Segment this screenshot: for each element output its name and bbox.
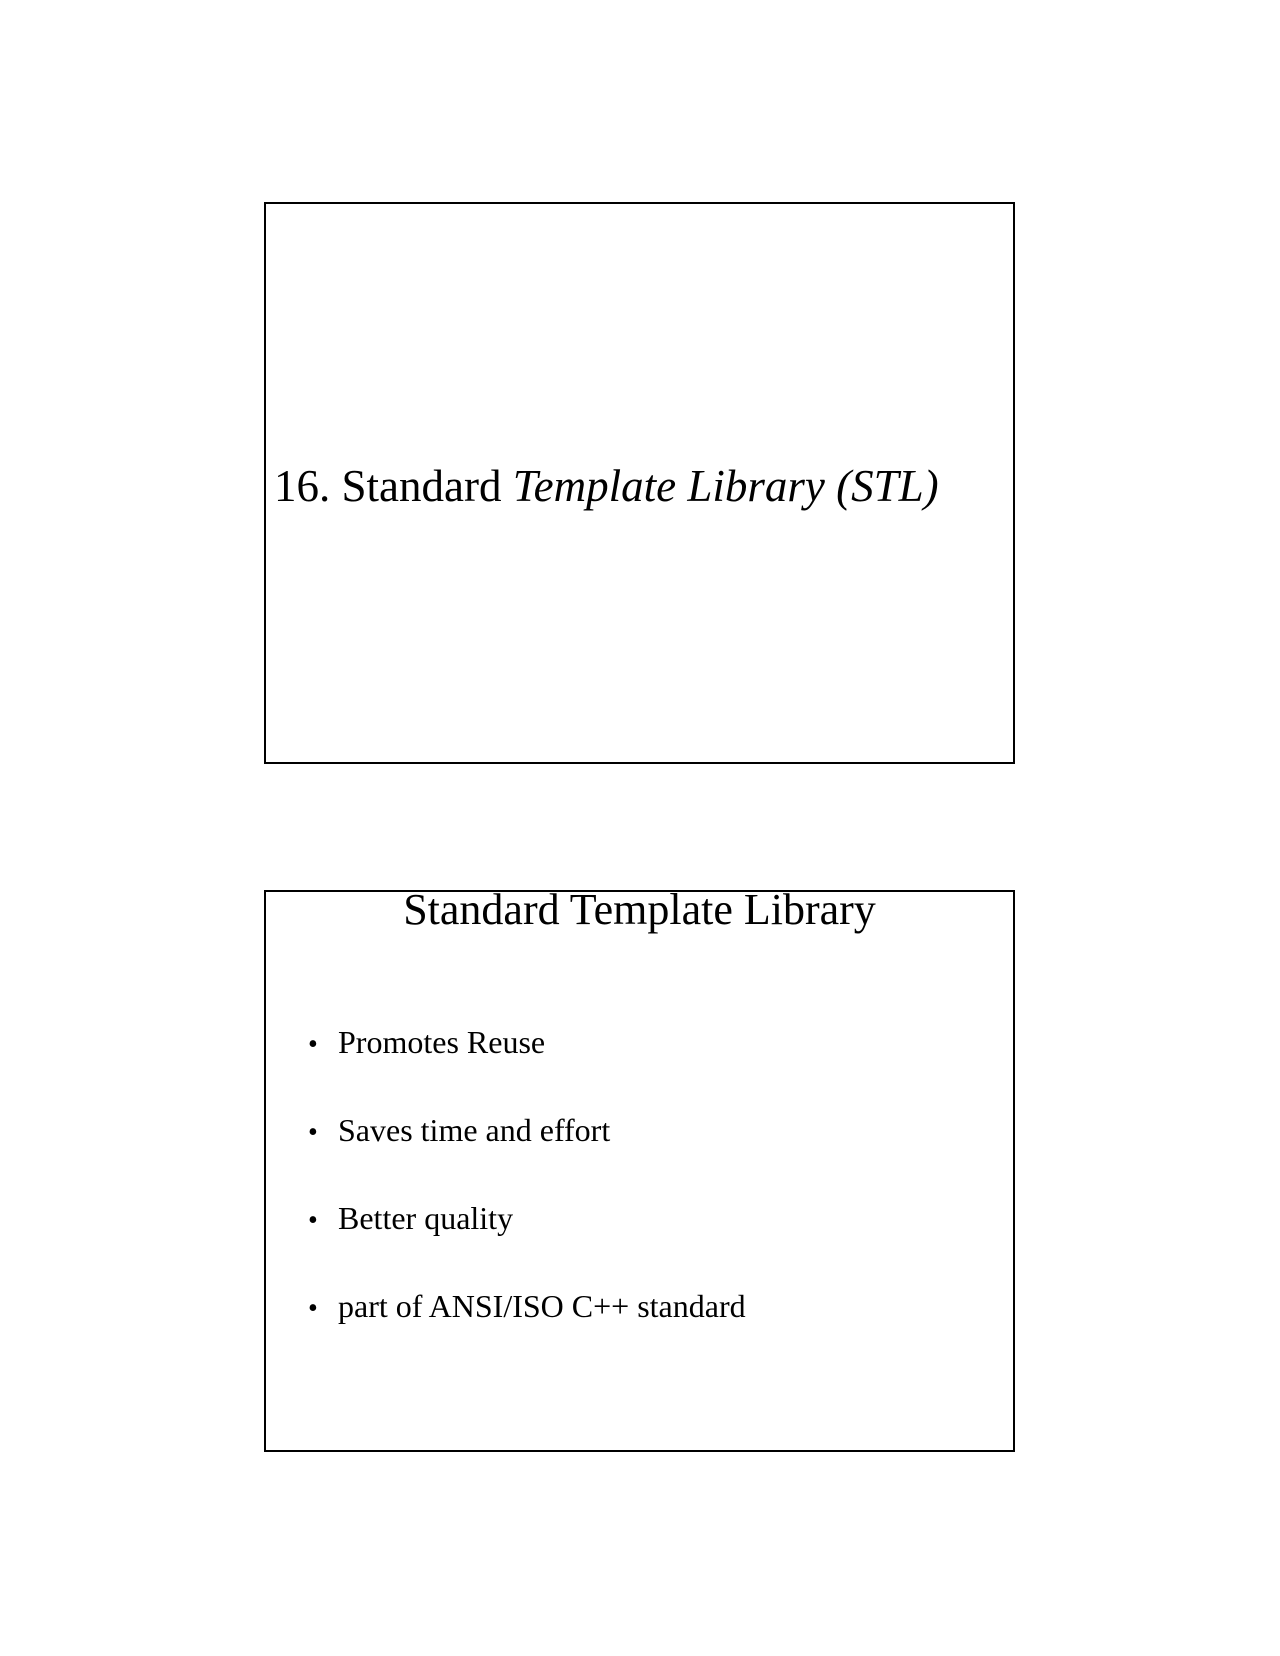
- chapter-title: [274, 462, 939, 512]
- bullet-marker: •: [308, 1117, 318, 1148]
- slide-title-page: [264, 202, 1015, 764]
- bullet-marker: •: [308, 1029, 318, 1060]
- bullet-text: Better quality: [338, 1200, 514, 1236]
- bullet-text: part of ANSI/ISO C++ standard: [338, 1288, 746, 1324]
- list-item: [308, 1198, 746, 1238]
- bullet-marker: •: [308, 1205, 318, 1236]
- chapter-number: 16.: [274, 461, 331, 511]
- bullet-text: Promotes Reuse: [338, 1024, 546, 1060]
- list-item: [308, 1022, 746, 1062]
- slide-heading: Standard Template Library: [403, 885, 876, 934]
- list-item: [308, 1286, 746, 1326]
- bullet-marker: •: [308, 1293, 318, 1324]
- list-item: [308, 1110, 746, 1150]
- chapter-title-plain: Standard: [341, 461, 502, 511]
- slide-content: [264, 885, 1015, 1452]
- bullet-text: Saves time and effort: [338, 1112, 611, 1148]
- bullet-list: [308, 1022, 746, 1374]
- chapter-title-italic: Template Library (STL): [512, 461, 939, 511]
